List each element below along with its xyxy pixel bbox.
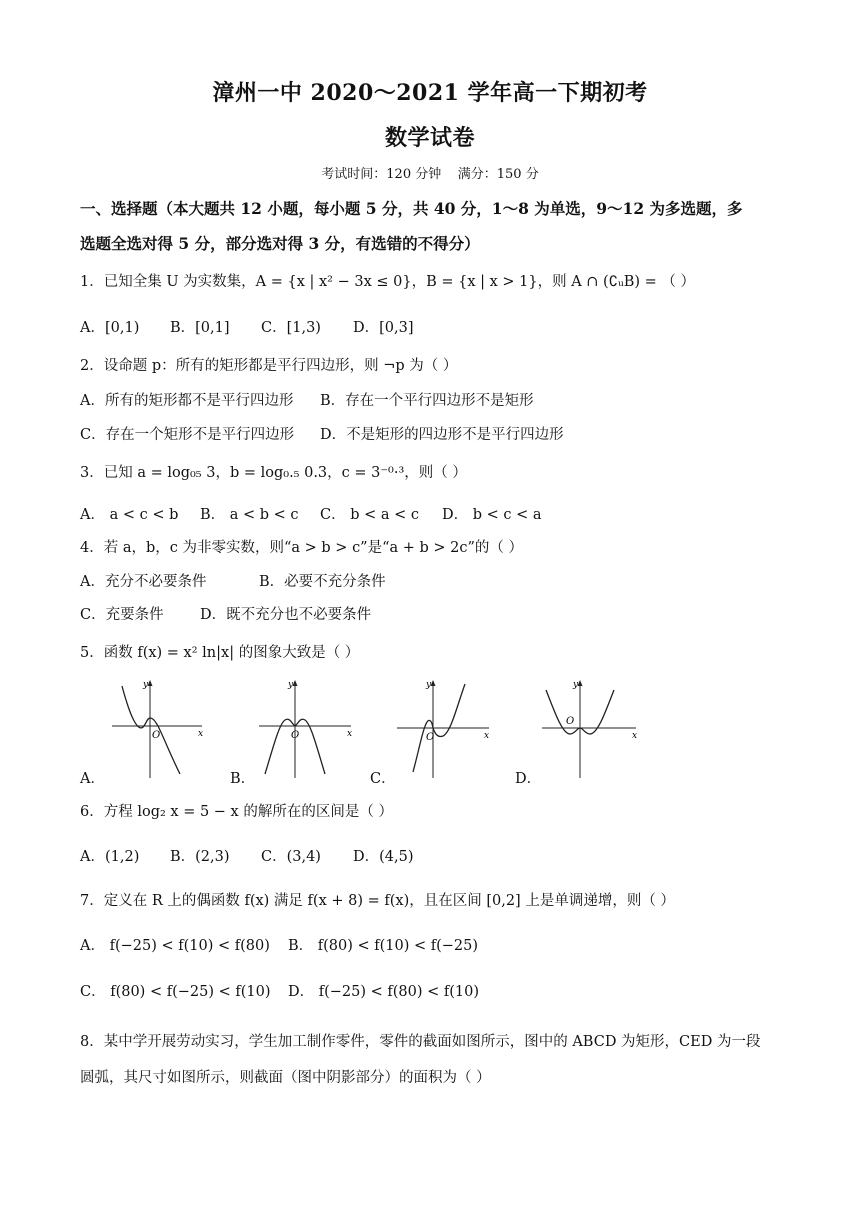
section-heading-line2: 选题全选对得 5 分，部分选对得 3 分，有选错的不得分） bbox=[80, 234, 480, 253]
q2-stem: 2．设命题 p：所有的矩形都是平行四边形，则 ¬p 为（ ） bbox=[80, 358, 458, 374]
exam-info: 考试时间：120 分钟 满分：150 分 bbox=[321, 167, 539, 182]
q2-option-c: C．存在一个矩形不是平行四边形 bbox=[80, 427, 295, 443]
q4-option-d: D．既不充分也不必要条件 bbox=[200, 607, 372, 623]
q4-option-b: B．必要不充分条件 bbox=[259, 574, 386, 590]
q2-option-b: B．存在一个平行四边形不是矩形 bbox=[320, 393, 534, 409]
q6-option-d: D．(4,5) bbox=[353, 849, 414, 865]
q1-option-b: B．[0,1] bbox=[170, 320, 230, 336]
y-arrow bbox=[578, 680, 583, 686]
q5-graph-a bbox=[108, 676, 208, 780]
q5-label-a: A． bbox=[80, 771, 105, 787]
section-heading-line1: 一、选择题（本大题共 12 小题，每小题 5 分，共 40 分，1～8 为单选，9～12 为多选题，多 bbox=[80, 199, 743, 218]
y-label: y bbox=[573, 680, 579, 690]
origin-label: O bbox=[152, 730, 161, 741]
q5-graph-c bbox=[393, 676, 493, 780]
q8-stem-line1: 8．某中学开展劳动实习，学生加工制作零件，零件的截面如图所示，图中的 ABCD 为矩形，CED 为一段 bbox=[80, 1034, 761, 1050]
y-label: y bbox=[143, 680, 149, 690]
x-label: x bbox=[484, 731, 490, 741]
origin-label: O bbox=[426, 732, 435, 743]
q8-stem-line2: 圆弧，其尺寸如图所示，则截面（图中阴影部分）的面积为（ ） bbox=[80, 1070, 491, 1086]
q2-option-d: D．不是矩形的四边形不是平行四边形 bbox=[320, 427, 564, 443]
q6-stem: 6．方程 log₂ x = 5 − x 的解所在的区间是（ ） bbox=[80, 804, 393, 820]
q3-stem: 3．已知 a = log₀₅ 3，b = log₀.₅ 0.3，c = 3⁻⁰·³，则（ ） bbox=[80, 465, 467, 481]
q1-stem: 1．已知全集 U 为实数集，A = {x | x² − 3x ≤ 0}，B = {x | x > 1}，则 A ∩ (∁ᵤB) = （ ） bbox=[80, 274, 696, 290]
curve bbox=[122, 686, 180, 774]
q3-option-a: A． a < c < b bbox=[80, 507, 179, 523]
x-label: x bbox=[632, 731, 638, 741]
q3-option-b: B． a < b < c bbox=[200, 507, 299, 523]
q7-option-c: C． f(80) < f(−25) < f(10) bbox=[80, 984, 271, 1000]
q1-option-d: D．[0,3] bbox=[353, 320, 414, 336]
q7-option-b: B． f(80) < f(10) < f(−25) bbox=[288, 938, 479, 954]
q3-option-d: D． b < c < a bbox=[442, 507, 542, 523]
q5-stem: 5．函数 f(x) = x² ln|x| 的图象大致是（ ） bbox=[80, 645, 360, 661]
q5-label-c: C． bbox=[370, 771, 396, 787]
q1-option-c: C．[1,3) bbox=[261, 320, 321, 336]
y-arrow bbox=[431, 680, 436, 686]
y-arrow bbox=[293, 680, 298, 686]
x-label: x bbox=[347, 729, 353, 739]
y-label: y bbox=[288, 680, 294, 690]
q6-option-b: B．(2,3) bbox=[170, 849, 230, 865]
q5-label-d: D． bbox=[515, 771, 542, 787]
q7-option-a: A． f(−25) < f(10) < f(80) bbox=[80, 938, 270, 954]
origin-label: O bbox=[291, 730, 300, 741]
x-label: x bbox=[198, 729, 204, 739]
q5-label-b: B． bbox=[230, 771, 256, 787]
exam-title: 漳州一中 2020～2021 学年高一下期初考 bbox=[212, 80, 648, 106]
q4-stem: 4．若 a，b，c 为非零实数，则“a > b > c”是“a + b > 2c”的（ ） bbox=[80, 540, 524, 556]
q6-option-c: C．(3,4) bbox=[261, 849, 321, 865]
subject-title: 数学试卷 bbox=[384, 125, 475, 151]
q6-option-a: A．(1,2) bbox=[80, 849, 140, 865]
q7-stem: 7．定义在 R 上的偶函数 f(x) 满足 f(x + 8) = f(x)，且在区间 [0,2] 上是单调递增，则（ ） bbox=[80, 893, 675, 909]
q2-option-a: A．所有的矩形都不是平行四边形 bbox=[80, 393, 294, 409]
q7-option-d: D． f(−25) < f(80) < f(10) bbox=[288, 984, 480, 1000]
q1-option-a: A．[0,1) bbox=[80, 320, 140, 336]
y-arrow bbox=[148, 680, 153, 686]
q4-option-a: A．充分不必要条件 bbox=[80, 574, 207, 590]
q4-option-c: C．充要条件 bbox=[80, 607, 164, 623]
q5-graph-b bbox=[255, 676, 355, 780]
y-label: y bbox=[426, 680, 432, 690]
q5-graph-d bbox=[538, 676, 638, 780]
q3-option-c: C． b < a < c bbox=[320, 507, 419, 523]
origin-label: O bbox=[566, 716, 575, 727]
